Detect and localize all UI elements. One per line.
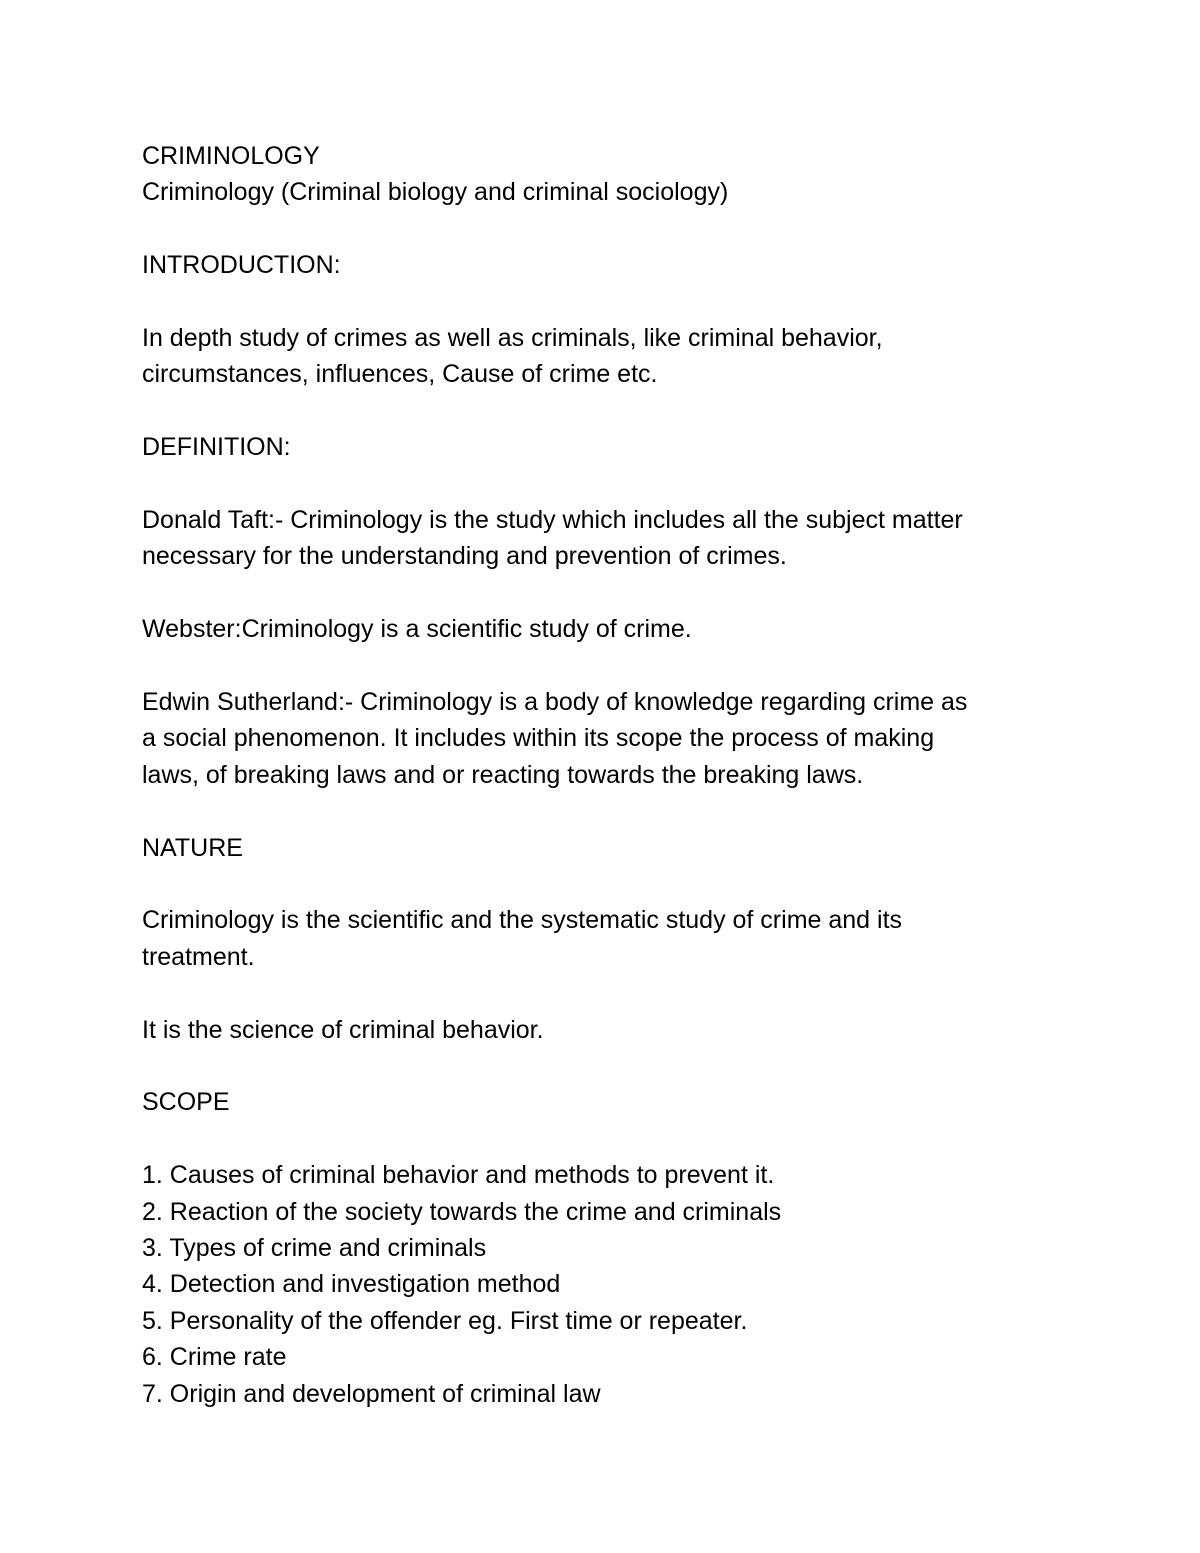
nature-text-line: Criminology is the scientific and the systematic study of crime and its (142, 906, 903, 935)
spacer (142, 284, 1082, 320)
definition-heading: DEFINITION: (142, 433, 291, 462)
document-page (142, 138, 1082, 1412)
definition-sutherland-line: laws, of breaking laws and or reacting towards the breaking laws. (142, 760, 864, 789)
scope-list-item: 2. Reaction of the society towards the crime and criminals (142, 1197, 782, 1226)
scope-list-item: 5. Personality of the offender eg. First time or repeater. (142, 1306, 748, 1335)
spacer (142, 866, 1082, 902)
nature-heading: NATURE (142, 833, 243, 862)
scope-list-item: 4. Detection and investigation method (142, 1270, 561, 1299)
spacer (142, 975, 1082, 1011)
scope-heading: SCOPE (142, 1088, 230, 1117)
scope-list-item: 6. Crime rate (142, 1343, 287, 1372)
introduction-text-line: In depth study of crimes as well as criminals, like criminal behavior, (142, 324, 883, 352)
nature-text-line: It is the science of criminal behavior. (142, 1015, 544, 1044)
definition-sutherland-line: Edwin Sutherland:- Criminology is a body of knowledge regarding crime as (142, 688, 968, 716)
definition-webster: Webster:Criminology is a scientific study of crime. (142, 615, 692, 644)
nature-text-line: treatment. (142, 942, 255, 971)
scope-list-item: 3. Types of crime and criminals (142, 1234, 487, 1263)
spacer (142, 648, 1082, 684)
document-title: CRIMINOLOGY (142, 142, 320, 170)
definition-taft-line: Donald Taft:- Criminology is the study which includes all the subject matter (142, 506, 963, 534)
spacer (142, 1048, 1082, 1084)
introduction-text-line: circumstances, influences, Cause of crime etc. (142, 360, 658, 389)
introduction-heading: INTRODUCTION: (142, 251, 341, 280)
definition-sutherland-line: a social phenomenon. It includes within its scope the process of making (142, 724, 935, 753)
spacer (142, 793, 1082, 829)
spacer (142, 466, 1082, 502)
document-subtitle: Criminology (Criminal biology and criminal sociology) (142, 178, 729, 207)
spacer (142, 575, 1082, 611)
scope-list-item: 1. Causes of criminal behavior and methods to prevent it. (142, 1161, 775, 1190)
definition-taft-line: necessary for the understanding and prevention of crimes. (142, 542, 787, 571)
scope-list-item: 7. Origin and development of criminal law (142, 1379, 601, 1408)
spacer (142, 211, 1082, 247)
spacer (142, 1121, 1082, 1157)
spacer (142, 393, 1082, 429)
